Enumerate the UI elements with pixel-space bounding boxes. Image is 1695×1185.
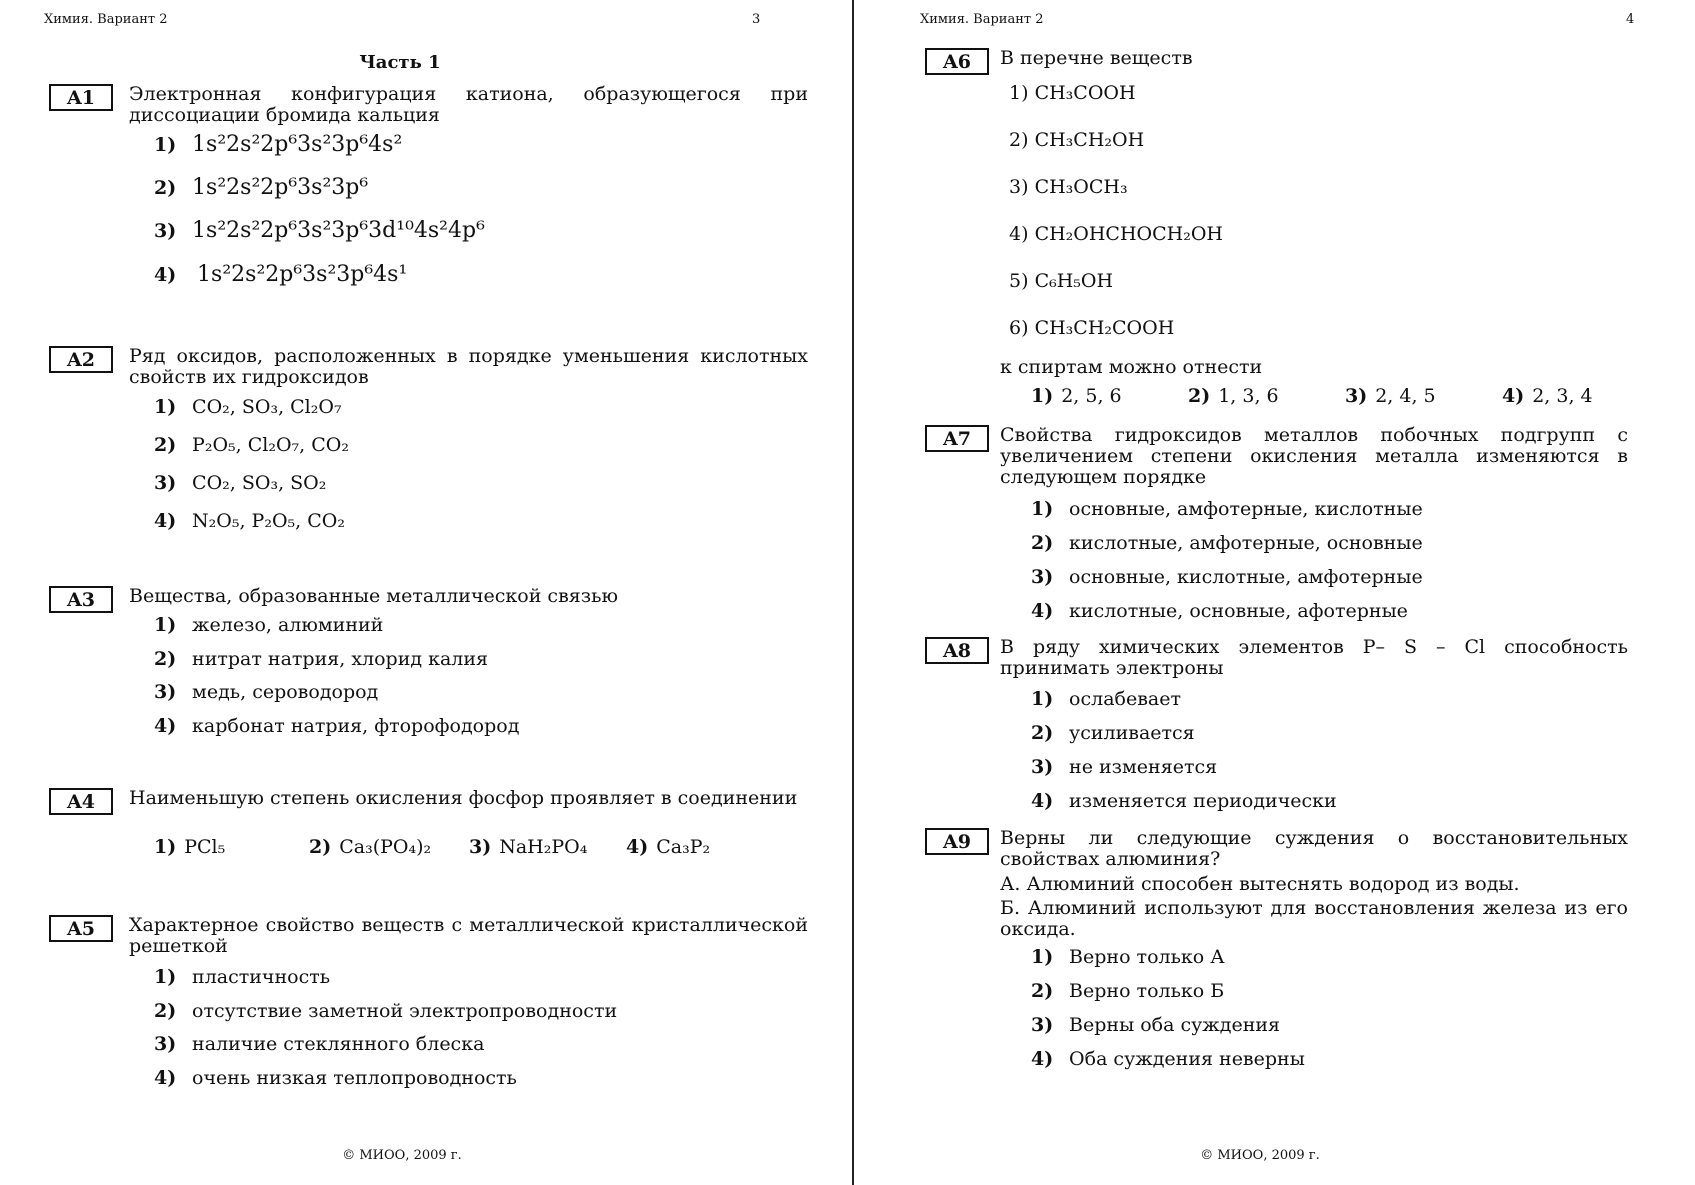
option-a4-2 xyxy=(309,836,431,858)
option-number: 3) xyxy=(1031,756,1054,778)
option-a5-4 xyxy=(154,1067,517,1089)
option-text: PCl₅ xyxy=(184,836,226,858)
option-text: медь, сероводород xyxy=(192,681,379,703)
right-page xyxy=(854,0,1695,1185)
option-text: основные, кислотные, амфотерные xyxy=(1069,566,1423,588)
statement-a: А. Алюминий способен вытеснять водород из воды. xyxy=(1000,873,1520,895)
option-number: 1) xyxy=(154,836,177,858)
option-number: 2) xyxy=(1031,532,1054,554)
electron-config: 1s²2s²2p⁶3s²3p⁶ xyxy=(192,175,369,200)
option-text: P₂O₅, Cl₂O₇, CO₂ xyxy=(192,434,349,456)
option-a5-3 xyxy=(154,1033,484,1055)
substance-6 xyxy=(1009,317,1174,339)
option-number: 4) xyxy=(1031,790,1054,812)
option-number: 2) xyxy=(1031,722,1054,744)
option-text: усиливается xyxy=(1069,722,1195,744)
substance-3 xyxy=(1009,176,1128,198)
option-a1-1 xyxy=(154,132,402,157)
formula: CH₃CH₂OH xyxy=(1034,129,1145,151)
page-header: Химия. Вариант 2 xyxy=(44,12,168,27)
option-a7-3 xyxy=(1031,566,1423,588)
option-text: Оба суждения неверны xyxy=(1069,1048,1305,1070)
page-number: 3 xyxy=(752,12,761,27)
option-a7-4 xyxy=(1031,600,1408,622)
page-footer: © МИОО, 2009 г. xyxy=(1200,1148,1320,1163)
option-a6-1 xyxy=(1031,385,1122,407)
option-text: Ca₃(PO₄)₂ xyxy=(339,836,432,858)
option-a2-3 xyxy=(154,472,326,494)
option-a3-2 xyxy=(154,648,488,670)
option-a3-3 xyxy=(154,681,378,703)
question-label: A5 xyxy=(49,915,113,942)
option-a1-4 xyxy=(154,262,407,287)
option-text: основные, амфотерные, кислотные xyxy=(1069,498,1423,520)
option-text: CO₂, SO₃, Cl₂O₇ xyxy=(192,396,342,418)
option-number: 2) xyxy=(154,177,177,199)
option-a1-2 xyxy=(154,175,368,200)
option-a5-2 xyxy=(154,1000,617,1022)
question-text: Наименьшую степень окисления фосфор проявляет в соединении xyxy=(129,787,798,809)
option-number: 2) xyxy=(154,1000,177,1022)
option-a1-3 xyxy=(154,218,485,243)
question-text: В перечне веществ xyxy=(1000,47,1193,69)
question-text: Свойства гидроксидов металлов побочных подгрупп с увеличением степени окисления металла изменяются в следующем порядке xyxy=(1000,424,1628,488)
part-title: Часть 1 xyxy=(359,52,441,73)
options-a6 xyxy=(1031,385,1651,413)
option-number: 3) xyxy=(1031,566,1054,588)
formula: C₆H₅OH xyxy=(1034,270,1114,292)
question-label: A3 xyxy=(49,586,113,613)
option-a8-4 xyxy=(1031,790,1337,812)
formula: CH₃CH₂COOH xyxy=(1034,317,1175,339)
option-a4-1 xyxy=(154,836,225,858)
option-number: 1) xyxy=(1031,946,1054,968)
substance-5 xyxy=(1009,270,1113,292)
option-number: 4) xyxy=(626,836,649,858)
option-a3-4 xyxy=(154,715,519,737)
question-tail: к спиртам можно отнести xyxy=(1000,356,1263,378)
option-number: 3) xyxy=(154,220,177,242)
page-header: Химия. Вариант 2 xyxy=(920,12,1044,27)
option-text: отсутствие заметной электропроводности xyxy=(192,1000,618,1022)
option-number: 4) xyxy=(154,715,177,737)
question-label: A8 xyxy=(925,637,989,664)
option-a2-2 xyxy=(154,434,349,456)
option-number: 2) xyxy=(1188,385,1211,407)
page-footer: © МИОО, 2009 г. xyxy=(342,1148,462,1163)
option-number: 2) xyxy=(1031,980,1054,1002)
option-text: очень низкая теплопроводность xyxy=(192,1067,517,1089)
option-number: 1) xyxy=(154,134,177,156)
option-text: Ca₃P₂ xyxy=(656,836,711,858)
option-number: 1) xyxy=(154,614,177,636)
question-label: A6 xyxy=(925,48,989,75)
option-a8-1 xyxy=(1031,688,1181,710)
option-number: 4) xyxy=(1502,385,1525,407)
option-number: 1) xyxy=(154,966,177,988)
substance-2 xyxy=(1009,129,1144,151)
option-a9-3 xyxy=(1031,1014,1280,1036)
list-number: 6) xyxy=(1009,317,1029,339)
substance-4 xyxy=(1009,223,1223,245)
option-number: 3) xyxy=(1031,1014,1054,1036)
option-number: 3) xyxy=(154,1033,177,1055)
option-number: 1) xyxy=(1031,498,1054,520)
list-number: 5) xyxy=(1009,270,1029,292)
option-a9-1 xyxy=(1031,946,1225,968)
list-number: 3) xyxy=(1009,176,1029,198)
question-label: A7 xyxy=(925,425,989,452)
option-text: изменяется периодически xyxy=(1069,790,1337,812)
formula: CH₂OHCHOCH₂OH xyxy=(1034,223,1223,245)
option-a9-2 xyxy=(1031,980,1224,1002)
option-a6-3 xyxy=(1345,385,1436,407)
question-text: Ряд оксидов, расположенных в порядке уменьшения кислотных свойств их гидроксидов xyxy=(129,345,808,388)
list-number: 1) xyxy=(1009,82,1029,104)
option-text: не изменяется xyxy=(1069,756,1218,778)
option-number: 2) xyxy=(154,434,177,456)
option-text: наличие стеклянного блеска xyxy=(192,1033,485,1055)
option-a9-4 xyxy=(1031,1048,1305,1070)
option-text: 2, 3, 4 xyxy=(1532,385,1593,407)
option-text: Верно только А xyxy=(1069,946,1225,968)
option-number: 3) xyxy=(154,472,177,494)
option-a4-3 xyxy=(469,836,587,858)
option-text: ослабевает xyxy=(1069,688,1181,710)
option-a6-2 xyxy=(1188,385,1279,407)
option-text: 2, 5, 6 xyxy=(1061,385,1122,407)
option-text: кислотные, амфотерные, основные xyxy=(1069,532,1423,554)
option-text: 2, 4, 5 xyxy=(1375,385,1436,407)
option-text: кислотные, основные, афотерные xyxy=(1069,600,1408,622)
option-text: CO₂, SO₃, SO₂ xyxy=(192,472,327,494)
formula: CH₃COOH xyxy=(1034,82,1136,104)
option-number: 1) xyxy=(1031,688,1054,710)
question-text: Характерное свойство веществ с металлической кристаллической решеткой xyxy=(129,914,808,957)
question-text: Вещества, образованные металлической связью xyxy=(129,585,618,607)
option-number: 1) xyxy=(1031,385,1054,407)
question-label: A9 xyxy=(925,828,989,855)
option-a2-4 xyxy=(154,510,345,532)
option-text: пластичность xyxy=(192,966,331,988)
option-text: 1, 3, 6 xyxy=(1218,385,1279,407)
question-label: A1 xyxy=(49,84,113,111)
option-a8-3 xyxy=(1031,756,1217,778)
option-text: NaH₂PO₄ xyxy=(499,836,588,858)
question-label: A4 xyxy=(49,788,113,815)
electron-config: 1s²2s²2p⁶3s²3p⁶3d¹⁰4s²4p⁶ xyxy=(192,218,485,243)
option-number: 4) xyxy=(1031,1048,1054,1070)
electron-config: 1s²2s²2p⁶3s²3p⁶4s¹ xyxy=(197,262,408,287)
option-number: 4) xyxy=(154,510,177,532)
option-a5-1 xyxy=(154,966,330,988)
option-number: 3) xyxy=(469,836,492,858)
option-number: 4) xyxy=(1031,600,1054,622)
option-number: 3) xyxy=(1345,385,1368,407)
option-text: Верно только Б xyxy=(1069,980,1225,1002)
page-number: 4 xyxy=(1626,12,1635,27)
question-text: В ряду химических элементов P– S – Cl способность принимать электроны xyxy=(1000,636,1628,679)
option-a7-1 xyxy=(1031,498,1423,520)
option-text: Верны оба суждения xyxy=(1069,1014,1281,1036)
electron-config: 1s²2s²2p⁶3s²3p⁶4s² xyxy=(192,132,403,157)
substance-1 xyxy=(1009,82,1136,104)
option-number: 4) xyxy=(154,264,177,286)
option-a3-1 xyxy=(154,614,383,636)
option-number: 2) xyxy=(309,836,332,858)
option-text: N₂O₅, P₂O₅, CO₂ xyxy=(192,510,345,532)
option-text: железо, алюминий xyxy=(192,614,384,636)
option-a8-2 xyxy=(1031,722,1195,744)
list-number: 4) xyxy=(1009,223,1029,245)
question-text: Электронная конфигурация катиона, образующегося при диссоциации бромида кальция xyxy=(129,83,808,126)
question-text: Верны ли следующие суждения о восстановительных свойствах алюминия? xyxy=(1000,827,1628,870)
option-a2-1 xyxy=(154,396,342,418)
question-label: A2 xyxy=(49,346,113,373)
option-text: нитрат натрия, хлорид калия xyxy=(192,648,489,670)
option-a4-4 xyxy=(626,836,710,858)
formula: CH₃OCH₃ xyxy=(1034,176,1128,198)
option-text: карбонат натрия, фторофодород xyxy=(192,715,520,737)
option-a6-4 xyxy=(1502,385,1593,407)
options-a4 xyxy=(154,836,774,866)
option-number: 3) xyxy=(154,681,177,703)
option-number: 1) xyxy=(154,396,177,418)
option-a7-2 xyxy=(1031,532,1423,554)
option-number: 2) xyxy=(154,648,177,670)
list-number: 2) xyxy=(1009,129,1029,151)
option-number: 4) xyxy=(154,1067,177,1089)
statement-b: Б. Алюминий используют для восстановления железа из его оксида. xyxy=(1000,897,1628,940)
